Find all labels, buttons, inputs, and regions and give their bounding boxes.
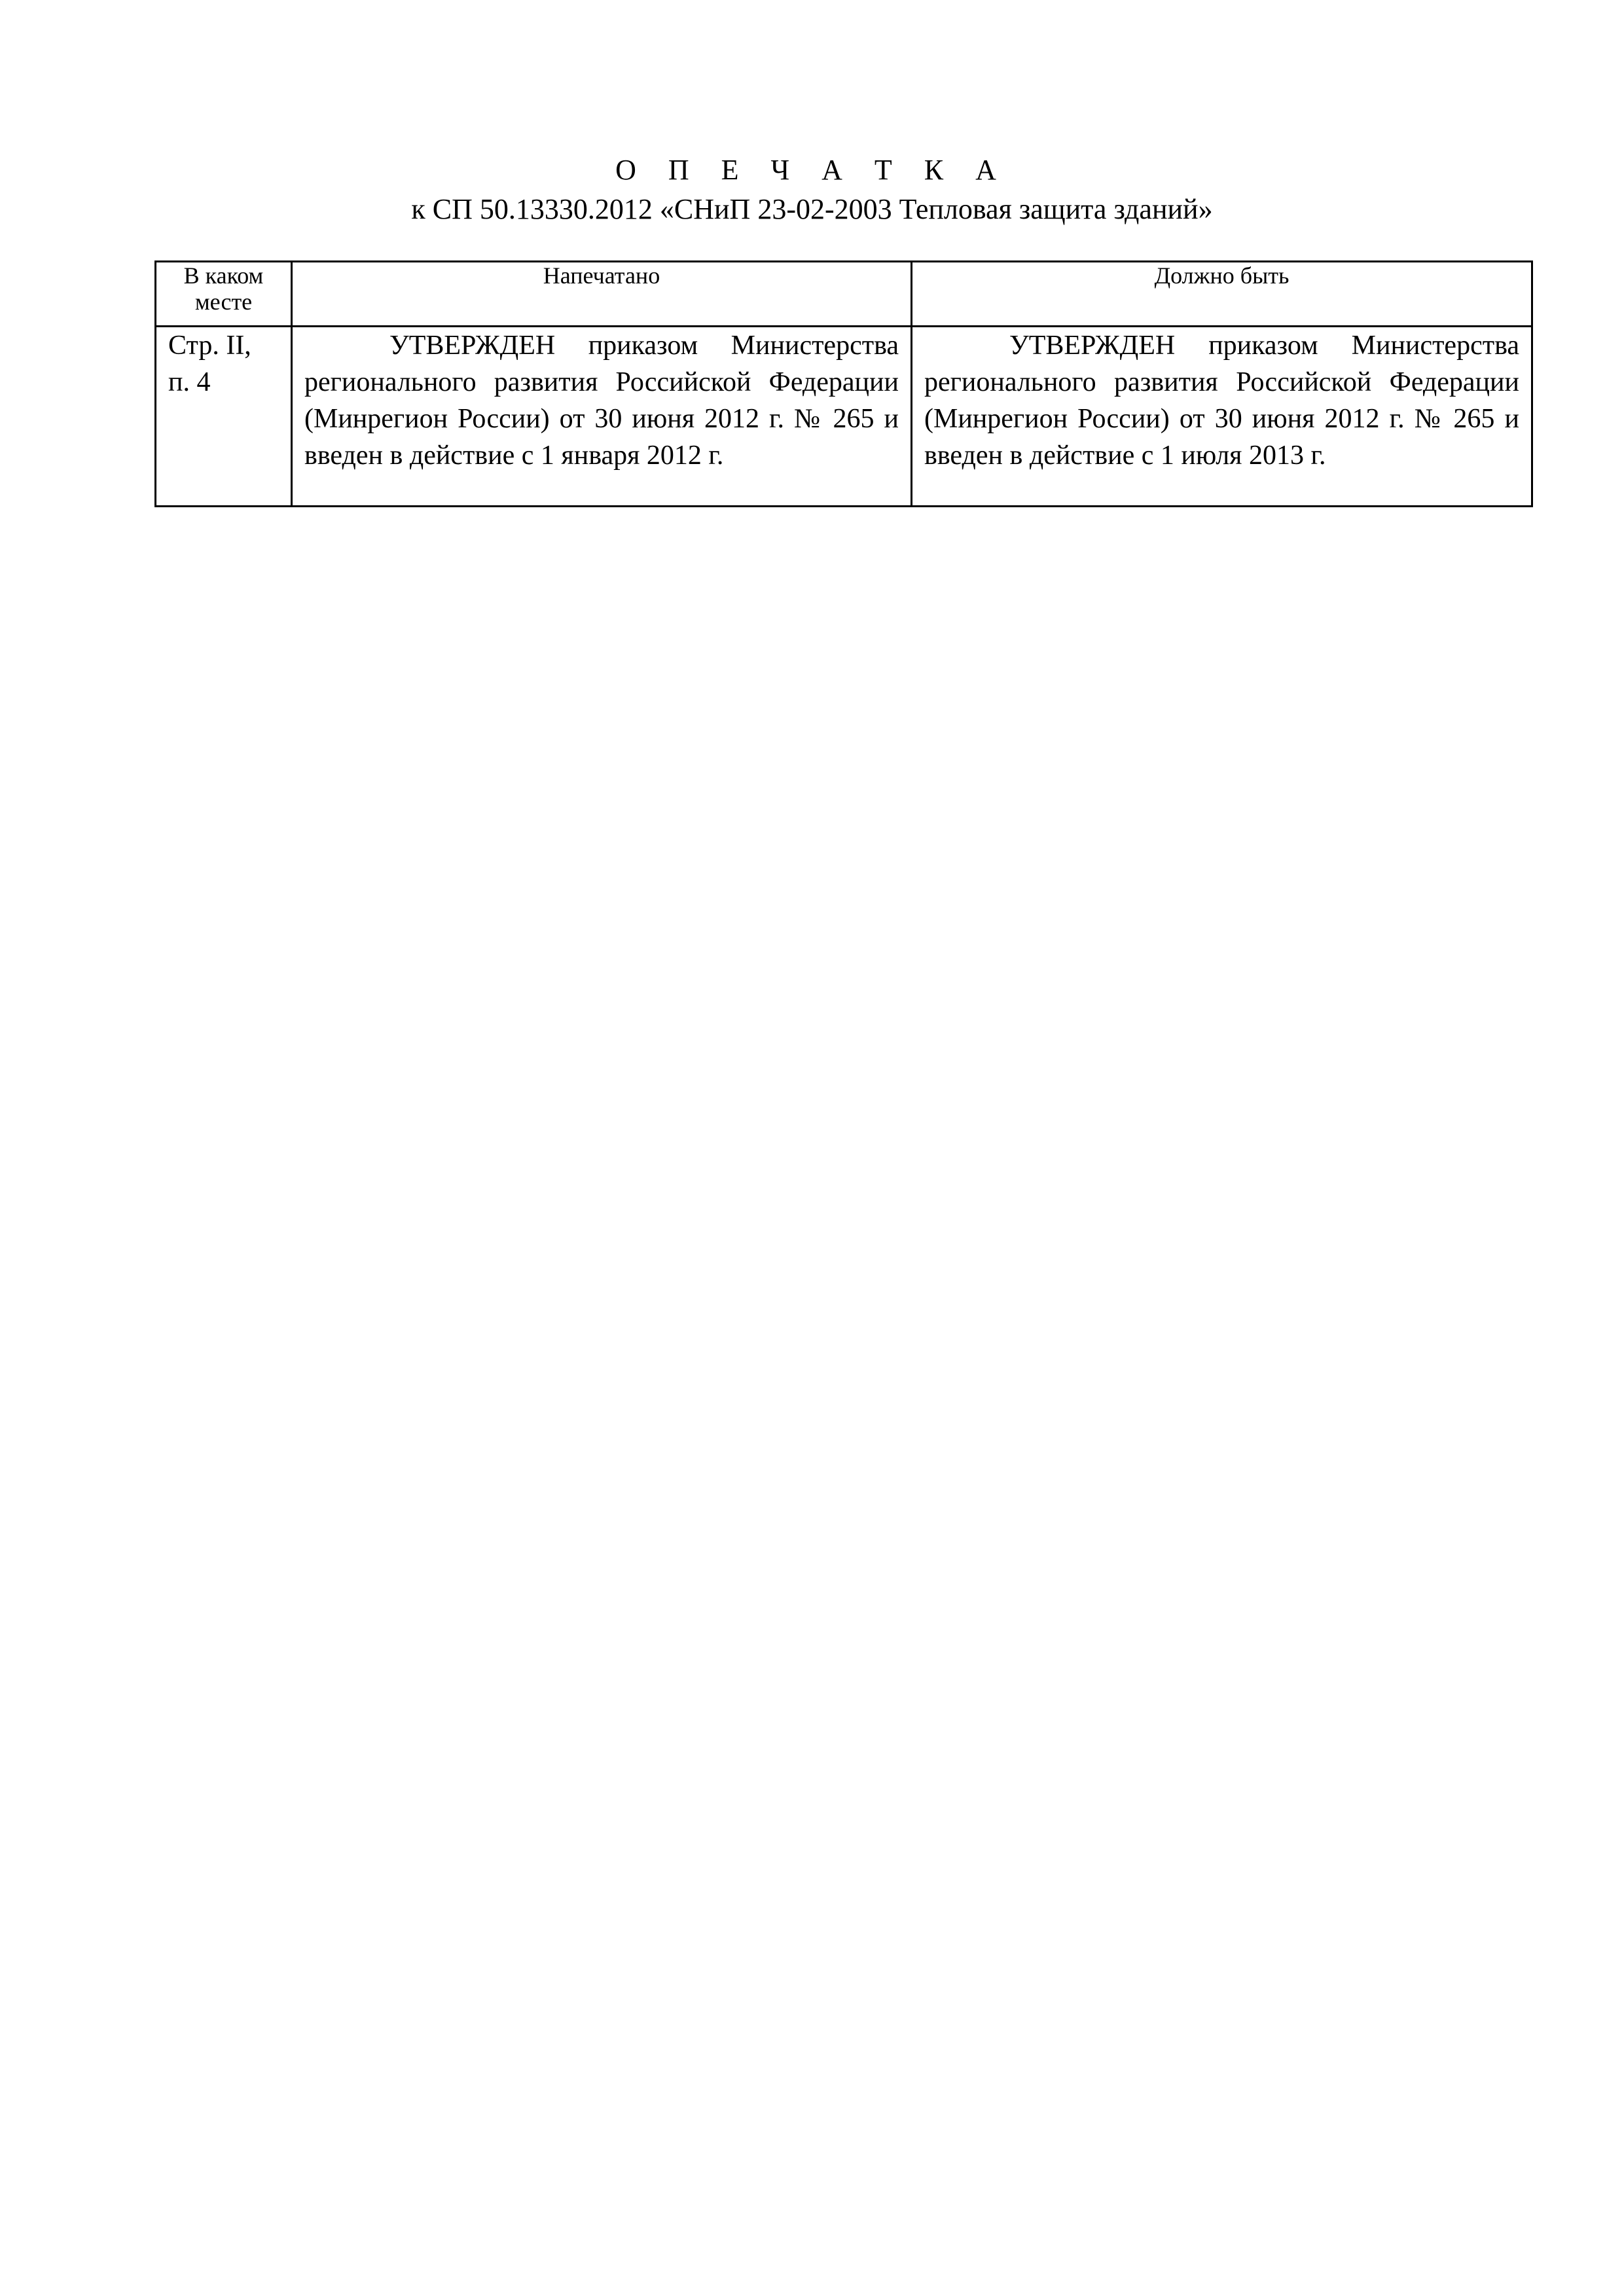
header-should-be: Должно быть xyxy=(912,262,1532,327)
cell-should-be: УТВЕРЖДЕН приказом Министерства регионального развития Российской Федерации (Минрегион России) от 30 июня 2012 г. № 265 и введен в действие с 1 июля 2013 г. xyxy=(912,327,1532,507)
document-title: О П Е Ч А Т К А xyxy=(615,154,1009,186)
cell-printed: УТВЕРЖДЕН приказом Министерства регионального развития Российской Федерации (Минрегион России) от 30 июня 2012 г. № 265 и введен в действие с 1 января 2012 г. xyxy=(292,327,912,507)
document-subtitle: к СП 50.13330.2012 «СНиП 23-02-2003 Тепловая защита зданий» xyxy=(411,193,1213,225)
errata-table xyxy=(154,260,1533,507)
table-row xyxy=(156,327,1532,507)
header-place: В каком месте xyxy=(156,262,292,327)
table-header-row xyxy=(156,262,1532,327)
header-printed: Напечатано xyxy=(292,262,912,327)
cell-place: Стр. II, п. 4 xyxy=(156,327,292,507)
